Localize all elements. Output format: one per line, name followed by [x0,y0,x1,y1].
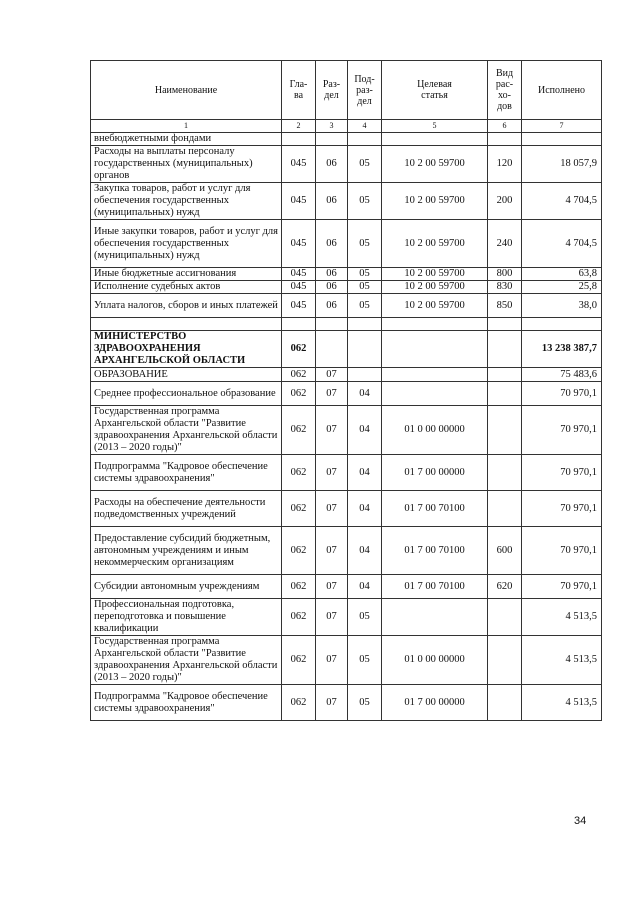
cell-expense-type: 850 [488,294,522,318]
cell-subsection: 04 [348,491,382,527]
cell-executed: 70 970,1 [522,575,602,599]
cell-expense-type [488,636,522,685]
cell-executed: 13 238 387,7 [522,331,602,368]
cell-name: внебюджетными фондами [91,133,282,146]
cell-name: Государственная программа Архангельской области "Развитие здравоохранения Архангельской области (2013 – 2020 годы)" [91,406,282,455]
cell-name: Профессиональная подготовка, переподготовка и повышение квалификации [91,599,282,636]
header-section: Раз- дел [316,61,348,120]
cell-name: Расходы на обеспечение деятельности подведомственных учреждений [91,491,282,527]
cell-section: 06 [316,294,348,318]
header-expense-type: Вид рас- хо- дов [488,61,522,120]
cell-target-item [382,382,488,406]
column-number: 2 [282,120,316,133]
cell-chapter: 062 [282,368,316,382]
cell-name: Подпрограмма "Кадровое обеспечение системы здравоохранения" [91,685,282,721]
table-row [91,331,602,368]
cell-executed: 70 970,1 [522,382,602,406]
cell-section: 07 [316,575,348,599]
cell-subsection [348,331,382,368]
cell-expense-type: 830 [488,281,522,294]
cell-expense-type [488,382,522,406]
table-row [91,527,602,575]
cell-expense-type: 620 [488,575,522,599]
cell-subsection: 05 [348,294,382,318]
cell-subsection: 05 [348,599,382,636]
cell-executed [522,133,602,146]
table-row [91,599,602,636]
page-number: 34 [574,815,587,827]
table-row [91,281,602,294]
cell-executed: 4 513,5 [522,599,602,636]
table-row [91,382,602,406]
cell-name: ОБРАЗОВАНИЕ [91,368,282,382]
cell-executed: 25,8 [522,281,602,294]
cell-expense-type [488,455,522,491]
table-row [91,575,602,599]
cell-name: Исполнение судебных актов [91,281,282,294]
cell-section: 06 [316,220,348,268]
table-row [91,455,602,491]
cell-expense-type [488,368,522,382]
cell-subsection: 04 [348,382,382,406]
cell-subsection [348,133,382,146]
cell-chapter: 062 [282,599,316,636]
column-number: 7 [522,120,602,133]
cell-expense-type: 600 [488,527,522,575]
cell-target-item [382,368,488,382]
cell-target-item: 01 7 00 00000 [382,685,488,721]
cell-name: Субсидии автономным учреждениям [91,575,282,599]
cell-subsection: 04 [348,575,382,599]
cell-subsection: 05 [348,183,382,220]
cell-section: 07 [316,382,348,406]
cell-executed: 70 970,1 [522,455,602,491]
cell-target-item: 10 2 00 59700 [382,146,488,183]
cell-section: 06 [316,281,348,294]
cell-subsection: 05 [348,281,382,294]
cell-target-item: 01 0 00 00000 [382,636,488,685]
cell-section: 07 [316,455,348,491]
table-row [91,406,602,455]
cell-target-item [382,133,488,146]
cell-chapter: 062 [282,382,316,406]
cell-section: 07 [316,491,348,527]
cell-subsection: 05 [348,636,382,685]
cell-name [91,318,282,331]
cell-subsection: 05 [348,685,382,721]
cell-name: МИНИСТЕРСТВО ЗДРАВООХРАНЕНИЯ АРХАНГЕЛЬСКОЙ ОБЛАСТИ [91,331,282,368]
header-chapter: Гла- ва [282,61,316,120]
cell-subsection: 04 [348,455,382,491]
budget-execution-table [90,60,602,721]
cell-subsection: 05 [348,268,382,281]
cell-expense-type [488,491,522,527]
table-row [91,268,602,281]
cell-executed: 4 513,5 [522,636,602,685]
cell-chapter: 045 [282,294,316,318]
cell-chapter [282,318,316,331]
cell-executed: 63,8 [522,268,602,281]
cell-executed: 70 970,1 [522,406,602,455]
cell-section [316,133,348,146]
table-row [91,146,602,183]
cell-target-item [382,599,488,636]
cell-section [316,318,348,331]
cell-subsection: 04 [348,527,382,575]
cell-expense-type: 120 [488,146,522,183]
table-row [91,685,602,721]
cell-name: Государственная программа Архангельской области "Развитие здравоохранения Архангельской области (2013 – 2020 годы)" [91,636,282,685]
cell-expense-type: 240 [488,220,522,268]
cell-chapter: 045 [282,268,316,281]
cell-expense-type: 200 [488,183,522,220]
cell-target-item: 01 7 00 70100 [382,491,488,527]
cell-executed: 18 057,9 [522,146,602,183]
table-row [91,220,602,268]
cell-target-item [382,318,488,331]
column-number: 3 [316,120,348,133]
column-number: 1 [91,120,282,133]
cell-expense-type [488,599,522,636]
cell-name: Закупка товаров, работ и услуг для обеспечения государственных (муниципальных) нужд [91,183,282,220]
cell-chapter: 062 [282,685,316,721]
cell-section: 07 [316,527,348,575]
cell-expense-type [488,406,522,455]
table-row [91,294,602,318]
table-row [91,183,602,220]
cell-subsection: 04 [348,406,382,455]
header-subsection: Под- раз- дел [348,61,382,120]
header-executed: Исполнено [522,61,602,120]
cell-section: 07 [316,685,348,721]
cell-executed: 4 704,5 [522,183,602,220]
cell-chapter: 062 [282,636,316,685]
cell-expense-type [488,331,522,368]
header-target-item: Целевая статья [382,61,488,120]
cell-chapter: 045 [282,220,316,268]
cell-executed: 70 970,1 [522,527,602,575]
cell-target-item: 10 2 00 59700 [382,268,488,281]
cell-section: 06 [316,146,348,183]
column-number: 5 [382,120,488,133]
cell-target-item: 10 2 00 59700 [382,281,488,294]
table-body [91,133,602,721]
cell-section: 07 [316,406,348,455]
cell-chapter [282,133,316,146]
header-name: Наименование [91,61,282,120]
cell-name: Подпрограмма "Кадровое обеспечение системы здравоохранения" [91,455,282,491]
cell-expense-type: 800 [488,268,522,281]
cell-executed: 70 970,1 [522,491,602,527]
cell-chapter: 045 [282,183,316,220]
cell-executed: 4 704,5 [522,220,602,268]
table-row [91,491,602,527]
cell-name: Иные бюджетные ассигнования [91,268,282,281]
table-header-row [91,61,602,120]
cell-section: 07 [316,636,348,685]
cell-target-item: 10 2 00 59700 [382,220,488,268]
column-number-row [91,120,602,133]
cell-target-item: 10 2 00 59700 [382,183,488,220]
column-number: 6 [488,120,522,133]
cell-chapter: 062 [282,491,316,527]
cell-section: 07 [316,599,348,636]
cell-expense-type [488,133,522,146]
table-row [91,133,602,146]
cell-executed: 75 483,6 [522,368,602,382]
cell-name: Предоставление субсидий бюджетным, автономным учреждениям и иным некоммерческим организациям [91,527,282,575]
cell-chapter: 045 [282,146,316,183]
cell-name: Уплата налогов, сборов и иных платежей [91,294,282,318]
cell-executed: 4 513,5 [522,685,602,721]
cell-target-item: 01 7 00 70100 [382,527,488,575]
cell-expense-type [488,685,522,721]
cell-target-item: 01 7 00 70100 [382,575,488,599]
cell-chapter: 045 [282,281,316,294]
cell-chapter: 062 [282,527,316,575]
cell-chapter: 062 [282,406,316,455]
cell-target-item: 01 7 00 00000 [382,455,488,491]
cell-subsection: 05 [348,146,382,183]
cell-section: 06 [316,268,348,281]
cell-subsection [348,318,382,331]
cell-chapter: 062 [282,575,316,599]
cell-subsection: 05 [348,220,382,268]
column-number: 4 [348,120,382,133]
table-row [91,368,602,382]
cell-section: 06 [316,183,348,220]
table-row [91,318,602,331]
cell-target-item: 10 2 00 59700 [382,294,488,318]
cell-executed [522,318,602,331]
cell-subsection [348,368,382,382]
cell-name: Расходы на выплаты персоналу государственных (муниципальных) органов [91,146,282,183]
cell-executed: 38,0 [522,294,602,318]
cell-section [316,331,348,368]
cell-target-item [382,331,488,368]
cell-section: 07 [316,368,348,382]
cell-name: Среднее профессиональное образование [91,382,282,406]
cell-chapter: 062 [282,455,316,491]
cell-name: Иные закупки товаров, работ и услуг для обеспечения государственных (муниципальных) нужд [91,220,282,268]
cell-chapter: 062 [282,331,316,368]
table-row [91,636,602,685]
budget-execution-table-area [90,60,601,721]
cell-target-item: 01 0 00 00000 [382,406,488,455]
cell-expense-type [488,318,522,331]
